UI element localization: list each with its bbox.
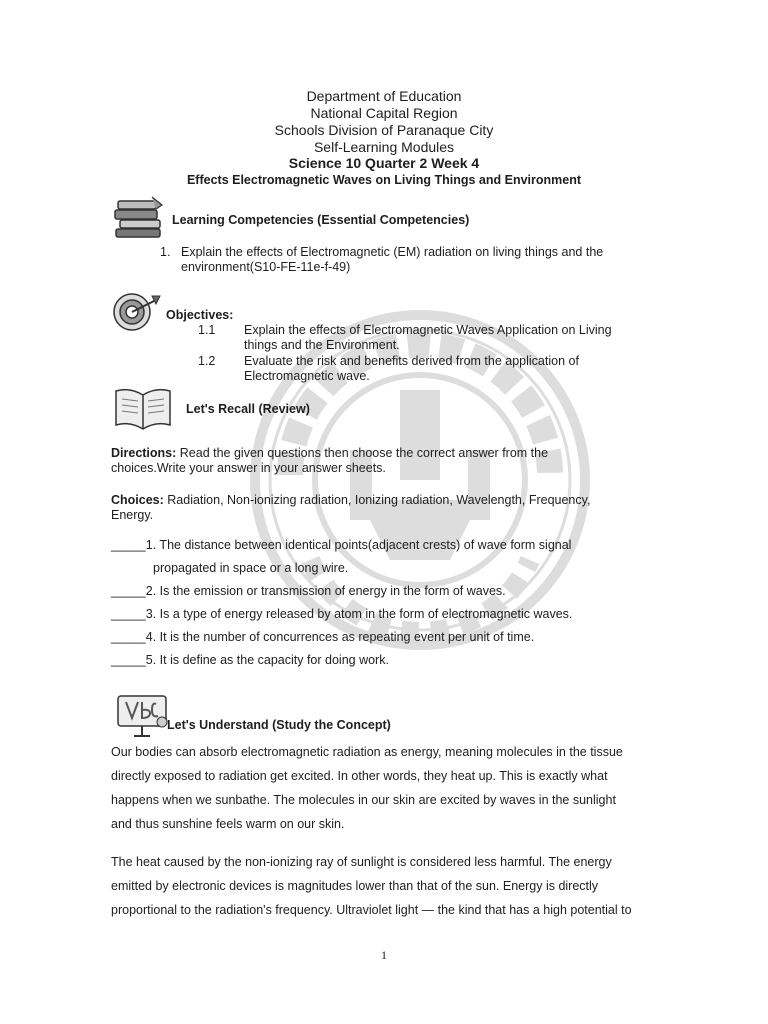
directions-label: Directions: <box>111 446 177 460</box>
directions-line2: choices.Write your answer in your answer sheets. <box>111 461 386 475</box>
target-dart-icon <box>110 290 162 334</box>
paragraph-1-line: and thus sunshine feels warm on our skin. <box>111 817 345 831</box>
department-line: Department of Education <box>306 88 462 104</box>
paragraph-1-line: happens when we sunbathe. The molecules in our skin are excited by waves in the sunlight <box>111 793 616 807</box>
objective-2-line2: Electromagnetic wave. <box>244 369 370 383</box>
open-book-icon <box>112 385 174 431</box>
objectives-title: Objectives: <box>166 308 234 322</box>
recall-title: Let's Recall (Review) <box>186 402 310 416</box>
subject-title: Science 10 Quarter 2 Week 4 <box>288 155 480 171</box>
question-3: _____3. Is a type of energy released by atom in the form of electromagnetic waves. <box>111 607 573 621</box>
choices-text: Radiation, Non-ionizing radiation, Ionizing radiation, Wavelength, Frequency, <box>163 493 591 507</box>
competency-number: 1. <box>160 245 171 259</box>
concept-paragraph-1 <box>111 740 656 836</box>
choices-label: Choices: <box>111 493 164 507</box>
objective-1-line1: Explain the effects of Electromagnetic Waves Application on Living <box>244 323 612 337</box>
understand-title: Let's Understand (Study the Concept) <box>167 718 391 732</box>
competency-text-line1: Explain the effects of Electromagnetic (EM) radiation on living things and the <box>181 245 604 259</box>
competencies-title: Learning Competencies (Essential Competencies) <box>172 213 470 227</box>
paragraph-2-line: The heat caused by the non-ionizing ray of sunlight is considered less harmful. The energy <box>111 855 612 869</box>
question-5: _____5. It is define as the capacity for doing work. <box>111 653 389 667</box>
objective-2-line1: Evaluate the risk and benefits derived from the application of <box>244 354 579 368</box>
objective-1-number: 1.1 <box>198 323 216 337</box>
choices-line1 <box>111 493 590 508</box>
paragraph-2-line: emitted by electronic devices is magnitudes lower than that of the sun. Energy is directly <box>111 879 599 893</box>
question-2: _____2. Is the emission or transmission of energy in the form of waves. <box>111 584 506 598</box>
module-line: Self-Learning Modules <box>313 139 455 155</box>
paragraph-1-line: directly exposed to radiation get excited. In other words, they heat up. This is exactly what <box>111 769 608 783</box>
division-line: Schools Division of Paranaque City <box>274 122 494 138</box>
paragraph-1-line: Our bodies can absorb electromagnetic radiation as energy, meaning molecules in the tissue <box>111 745 623 759</box>
competency-text-line2: environment(S10-FE-11e-f-49) <box>181 260 351 274</box>
paragraph-2-line: proportional to the radiation's frequency. Ultraviolet light — the kind that has a high potential to <box>111 903 632 917</box>
page-number: 1 <box>381 948 387 962</box>
stacked-books-icon <box>112 195 164 239</box>
objective-2-number: 1.2 <box>198 354 216 368</box>
question-1-line2: propagated in space or a long wire. <box>153 561 349 575</box>
region-line: National Capital Region <box>310 105 458 121</box>
abc-sign-icon <box>112 692 172 738</box>
objective-1-line2: things and the Environment. <box>244 338 400 352</box>
question-1-line1: _____1. The distance between identical points(adjacent crests) of wave form signal <box>111 538 572 552</box>
directions-line1 <box>111 446 548 461</box>
directions-text: Read the given questions then choose the correct answer from the <box>176 446 549 460</box>
topic-title: Effects Electromagnetic Waves on Living Things and Environment <box>186 173 582 187</box>
choices-line2: Energy. <box>111 508 154 522</box>
question-4: _____4. It is the number of concurrences as repeating event per unit of time. <box>111 630 535 644</box>
concept-paragraph-2 <box>111 850 656 922</box>
